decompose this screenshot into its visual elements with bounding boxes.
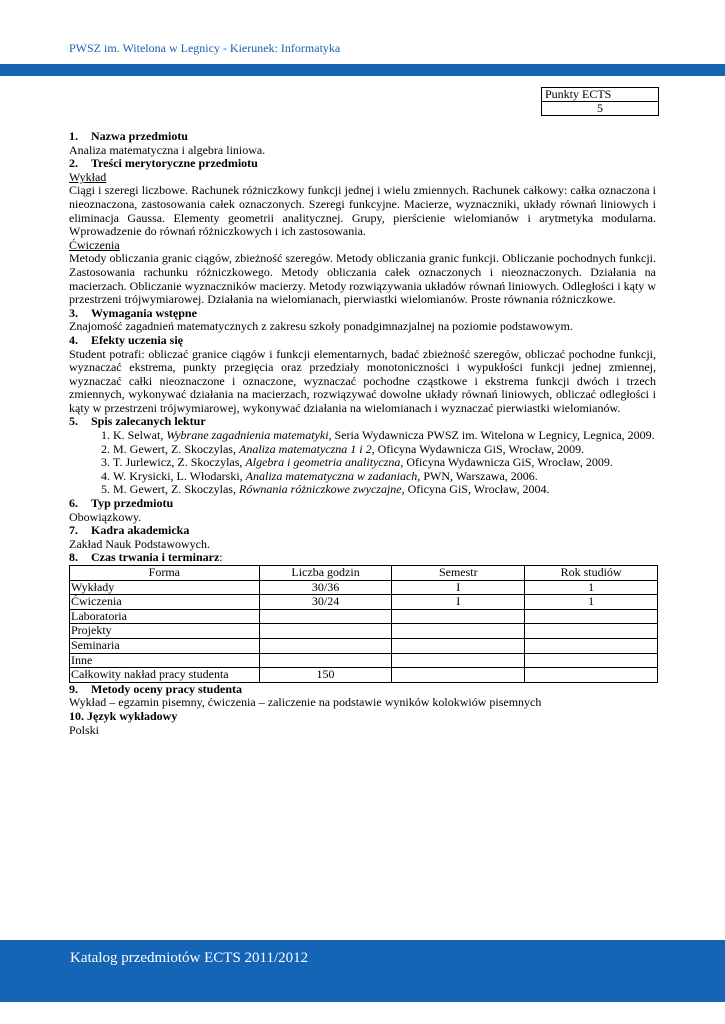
section-9-heading: 9. Metody oceny pracy studenta <box>69 681 242 696</box>
reading-item: 4. W. Krysicki, L. Włodarski, Analiza matematyczna w zadaniach, PWN, Warszawa, 2006. <box>113 470 656 484</box>
academic-staff: Zakład Nauk Podstawowych. <box>69 536 210 551</box>
header-title: PWSZ im. Witelona w Legnicy - Kierunek: Informatyka <box>69 41 341 55</box>
section-6-heading: 6. Typ przedmiotu <box>69 496 174 511</box>
lecture-content: Ciągi i szeregi liczbowe. Rachunek różniczkowy funkcji jednej i wielu zmiennych. Rachunek całkowy: całka oznaczona i nieoznaczona, zastosowania całek oznaczonych. Szeregi funkcyjne. Macierze, wyznaczniki, układy równań liniowych i eliminacja Gaussa. Elementy geometrii analitycznej. Grupy, pierścienie wielomianów i arytmetyka modularna. Wprowadzenie do równań różniczkowych i ich zastosowania. <box>69 183 656 239</box>
learning-outcomes-text: Student potrafi: obliczać granice ciągów i funkcji elementarnych, badać zbieżność szeregów, obliczać pochodne funkcji, wyznaczać ekstrema, punkty przegięcia oraz przedziały monotoniczności i wypukłości funkcji jednej zmiennej, wyznaczać całki nieoznaczone i oznaczone, wyznaczać pochodne cząstkowe i ekstrema funkcji dwóch i trzech zmiennych, wykonywać działania na macierzach, rozwiązywać dowolne układy równań liniowych, obliczać odległości i kąty w przestrzeni trójwymiarowej, wykonywać działania na wielomianach i wyznaczać pierwiastki wielomianów. <box>69 346 656 415</box>
table-cell: I <box>392 580 525 595</box>
table-row <box>70 624 658 639</box>
reading-item: 5. M. Gewert, Z. Skoczylas, Równania różniczkowe zwyczajne, Oficyna GiS, Wrocław, 2004. <box>113 483 656 497</box>
table-row <box>70 668 658 683</box>
table-cell <box>525 638 658 653</box>
syllabus-content <box>69 130 656 737</box>
section-4-heading: 4. Efekty uczenia się <box>69 332 183 347</box>
table-cell <box>259 653 392 668</box>
ects-label: Punkty ECTS <box>542 88 659 102</box>
table-cell: I <box>392 595 525 610</box>
schedule-table <box>69 565 658 683</box>
table-row <box>70 595 658 610</box>
reading-list <box>69 429 656 497</box>
section-10-heading: 10. Język wykładowy <box>69 708 178 723</box>
table-header-row <box>70 566 658 581</box>
section-8-heading: 8. Czas trwania i terminarz: <box>69 550 223 565</box>
assessment-methods: Wykład – egzamin pisemny, ćwiczenia – zaliczenie na podstawie wyników kolokwiów pisemnych <box>69 695 542 710</box>
reading-item: 3. T. Jurlewicz, Z. Skoczylas, Algebra i geometria analityczna, Oficyna Wydawnicza GiS, Wrocław, 2009. <box>113 456 656 470</box>
table-cell <box>525 624 658 639</box>
section-2-heading: 2. Treści merytoryczne przedmiotu <box>69 156 258 171</box>
table-cell <box>525 668 658 683</box>
column-header: Semestr <box>392 566 525 581</box>
language-text: Polski <box>69 722 100 737</box>
table-cell <box>392 653 525 668</box>
table-cell: Całkowity nakład pracy studenta <box>70 668 260 683</box>
course-name: Analiza matematyczna i algebra liniowa. <box>69 142 266 157</box>
ects-box <box>541 87 659 116</box>
table-row <box>70 638 658 653</box>
column-header: Rok studiów <box>525 566 658 581</box>
table-cell: Seminaria <box>70 638 260 653</box>
section-3-heading: 3. Wymagania wstępne <box>69 305 197 320</box>
table-row <box>70 580 658 595</box>
prerequisites-text: Znajomość zagadnień matematycznych z zakresu szkoły ponadgimnazjalnej na poziomie podstawowym. <box>69 319 573 334</box>
lecture-label: Wykład <box>69 169 107 184</box>
footer-title: Katalog przedmiotów ECTS 2011/2012 <box>70 950 309 966</box>
table-row <box>70 653 658 668</box>
table-cell: Wykłady <box>70 580 260 595</box>
header-band <box>0 64 725 76</box>
exercise-content: Metody obliczania granic ciągów, zbieżność szeregów. Metody obliczania granic funkcji. Obliczanie pochodnych funkcji. Zastosowania rachunku różniczkowego. Metody obliczania całek oznaczonych i nieoznaczonych. Działania na macierzach. Obliczanie wyznaczników macierzy. Metody rozwiązywania układów równań liniowych. Odległości i kąty w przestrzeni trójwymiarowej. Działania na wielomianach, pierwiastki wielomianów. Proste równania różniczkowe. <box>69 251 656 307</box>
table-row <box>70 609 658 624</box>
reading-item: 2. M. Gewert, Z. Skoczylas, Analiza matematyczna 1 i 2, Oficyna Wydawnicza GiS, Wrocław, 2009. <box>113 443 656 457</box>
course-type: Obowiązkowy. <box>69 509 142 524</box>
table-cell: Laboratoria <box>70 609 260 624</box>
table-cell: Projekty <box>70 624 260 639</box>
table-cell <box>259 624 392 639</box>
table-cell <box>392 609 525 624</box>
column-header: Forma <box>70 566 260 581</box>
reading-item: 1. K. Selwat, Wybrane zagadnienia matematyki, Seria Wydawnicza PWSZ im. Witelona w Legnicy, Legnica, 2009. <box>113 429 656 443</box>
table-cell <box>525 609 658 624</box>
column-header: Liczba godzin <box>259 566 392 581</box>
table-cell: 150 <box>259 668 392 683</box>
table-cell <box>259 609 392 624</box>
table-cell: 1 <box>525 580 658 595</box>
section-7-heading: 7. Kadra akademicka <box>69 523 190 538</box>
table-cell: 30/24 <box>259 595 392 610</box>
exercise-label: Ćwiczenia <box>69 237 120 252</box>
table-cell <box>392 624 525 639</box>
table-cell <box>392 668 525 683</box>
table-cell <box>392 638 525 653</box>
table-cell: 30/36 <box>259 580 392 595</box>
table-cell: 1 <box>525 595 658 610</box>
footer-band <box>0 940 725 1002</box>
section-1-heading: 1. Nazwa przedmiotu <box>69 129 188 143</box>
table-cell <box>525 653 658 668</box>
section-5-heading: 5. Spis zalecanych lektur <box>69 414 206 429</box>
ects-value: 5 <box>542 102 659 116</box>
table-cell: Inne <box>70 653 260 668</box>
table-cell <box>259 638 392 653</box>
table-cell: Ćwiczenia <box>70 595 260 610</box>
